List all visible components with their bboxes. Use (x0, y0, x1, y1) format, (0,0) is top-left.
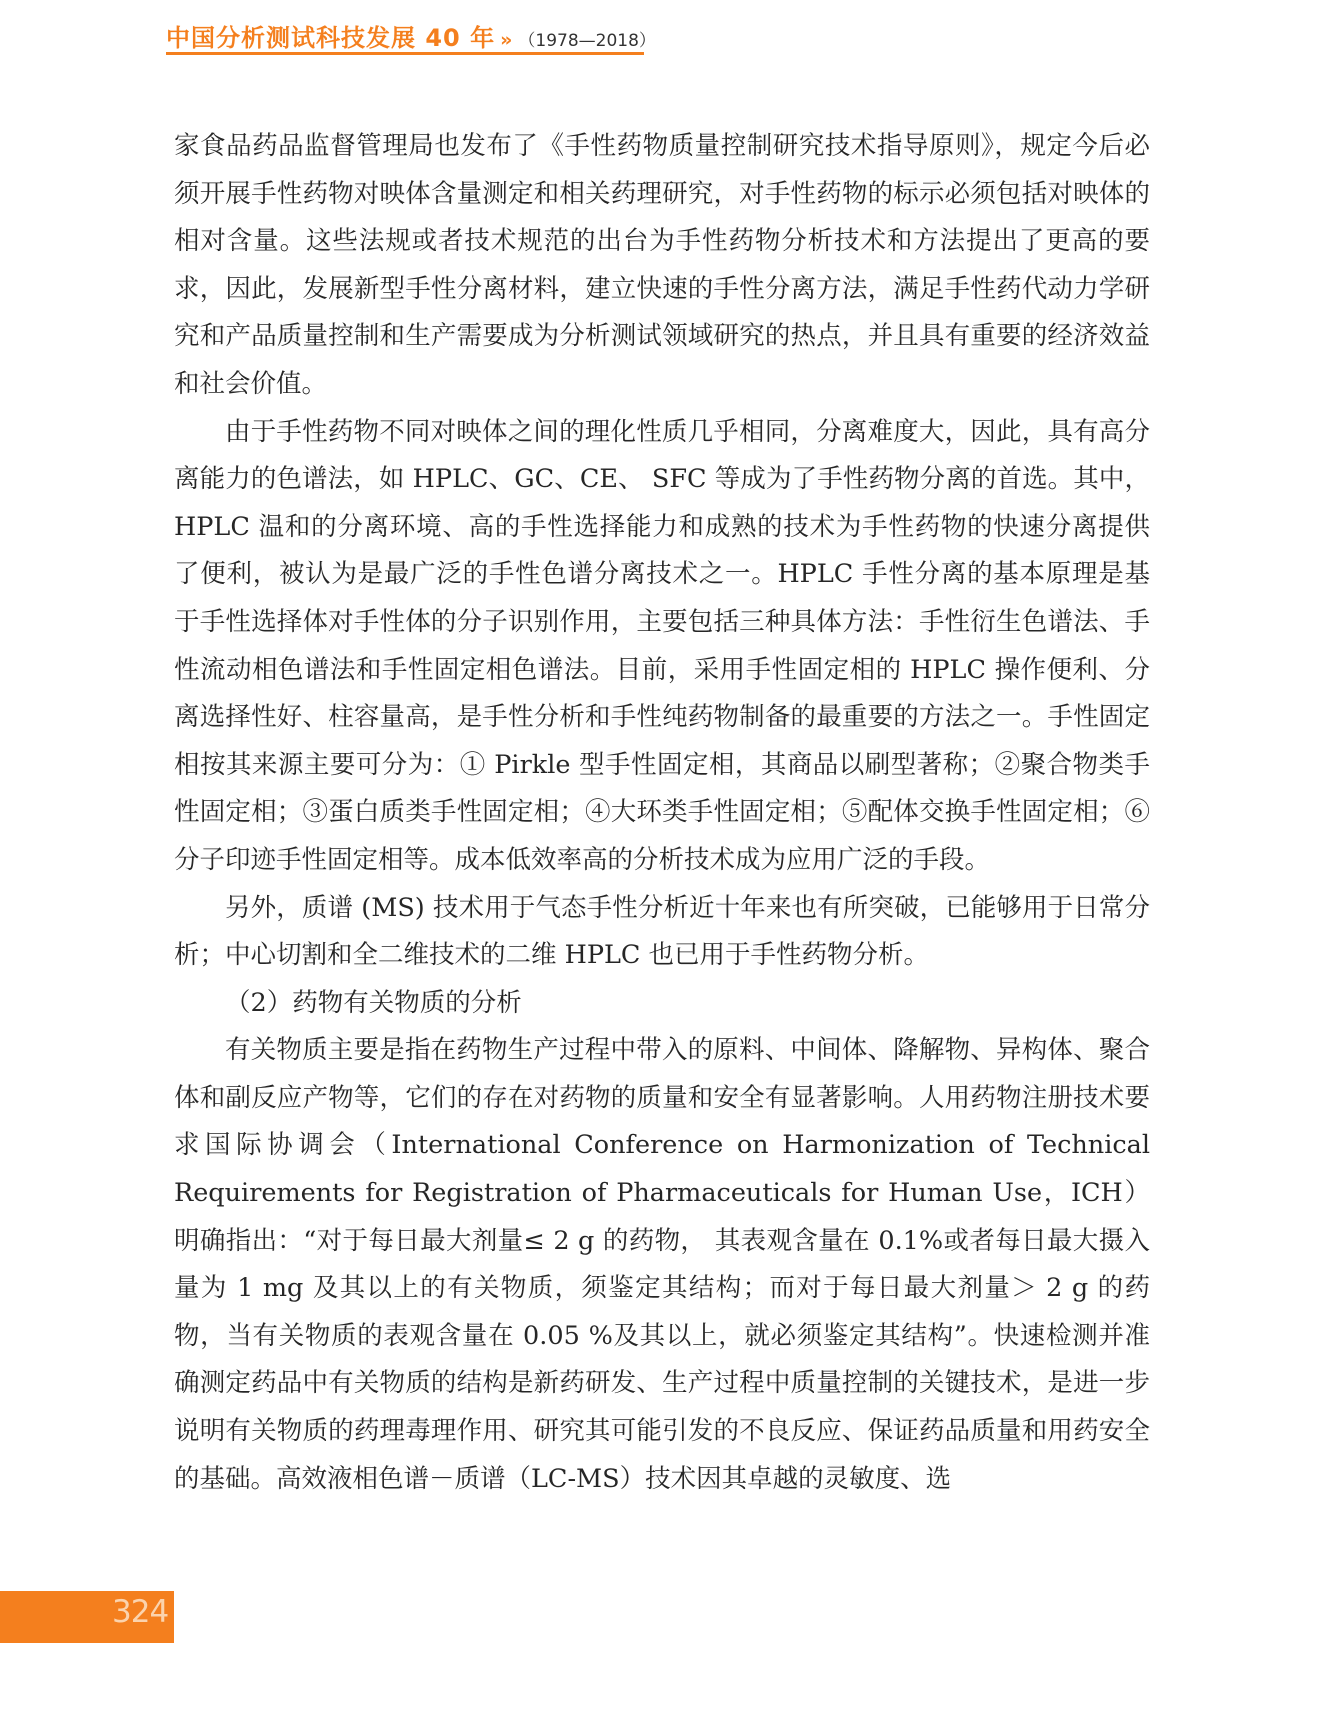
paragraph: 另外，质谱 (MS) 技术用于气态手性分析近十年来也有所突破，已能够用于日常分析；中心切割和全二维技术的二维 HPLC 也已用于手性药物分析。 (174, 892, 1150, 971)
double-chevron-icon: » (500, 29, 513, 51)
paragraph-continued: 家食品药品监督管理局也发布了《手性药物质量控制研究技术指导原则》，规定今后必须开展手性药物对映体含量测定和相关药理研究，对手性药物的标示必须包括对映体的相对含量。这些法规或者技术规范的出台为手性药物分析技术和方法提出了更高的要求，因此，发展新型手性分离材料，建立快速的手性分离方法，满足手性药代动力学研究和产品质量控制和生产需要成为分析测试领域研究的热点，并且具有重要的经济效益和社会价值。 (174, 131, 1150, 399)
paragraph: 由于手性药物不同对映体之间的理化性质几乎相同，分离难度大，因此，具有高分离能力的色谱法，如 HPLC、GC、CE、 SFC 等成为了手性药物分离的首选。其中，HPLC 温和的分离环境、高的手性选择能力和成熟的技术为手性药物的快速分离提供了便利，被认为是最广泛的手性色谱分离技术之一。HPLC 手性分离的基本原理是基于手性选择体对手性体的分子识别作用，主要包括三种具体方法：手性衍生色谱法、手性流动相色谱法和手性固定相色谱法。目前，采用手性固定相的 HPLC 操作便利、分离选择性好、柱容量高，是手性分析和手性纯药物制备的最重要的方法之一。手性固定相按其来源主要可分为：① Pirkle 型手性固定相，其商品以刷型著称；②聚合物类手性固定相；③蛋白质类手性固定相；④大环类手性固定相；⑤配体交换手性固定相；⑥分子印迹手性固定相等。成本低效率高的分析技术成为应用广泛的手段。 (174, 416, 1150, 875)
book-years: （1978—2018） (518, 31, 656, 51)
header-rule (166, 52, 644, 55)
paragraph: 有关物质主要是指在药物生产过程中带入的原料、中间体、降解物、异构体、聚合体和副反应产物等，它们的存在对药物的质量和安全有显著影响。人用药物注册技术要求国际协调会（International Conference on Harmonization of Technical Requirements for Registration of Pharmaceuticals for Human Use，ICH）明确指出：“对于每日最大剂量≤ 2 g 的药物， 其表观含量在 0.1%或者每日最大摄入量为 1 mg 及其以上的有关物质，须鉴定其结构；而对于每日最大剂量＞ 2 g 的药物，当有关物质的表观含量在 0.05 %及其以上，就必须鉴定其结构”。快速检测并准确测定药品中有关物质的结构是新药研发、生产过程中质量控制的关键技术，是进一步说明有关物质的药理毒理作用、研究其可能引发的不良反应、保证药品质量和用药安全的基础。高效液相色谱－质谱（LC-MS）技术因其卓越的灵敏度、选 (174, 1035, 1150, 1494)
book-title: 中国分析测试科技发展 40 年 (166, 24, 496, 52)
section-heading: （2）药物有关物质的分析 (225, 987, 522, 1018)
page-body (174, 123, 1150, 1503)
running-header (166, 18, 656, 52)
page-number: 324 (112, 1594, 169, 1630)
